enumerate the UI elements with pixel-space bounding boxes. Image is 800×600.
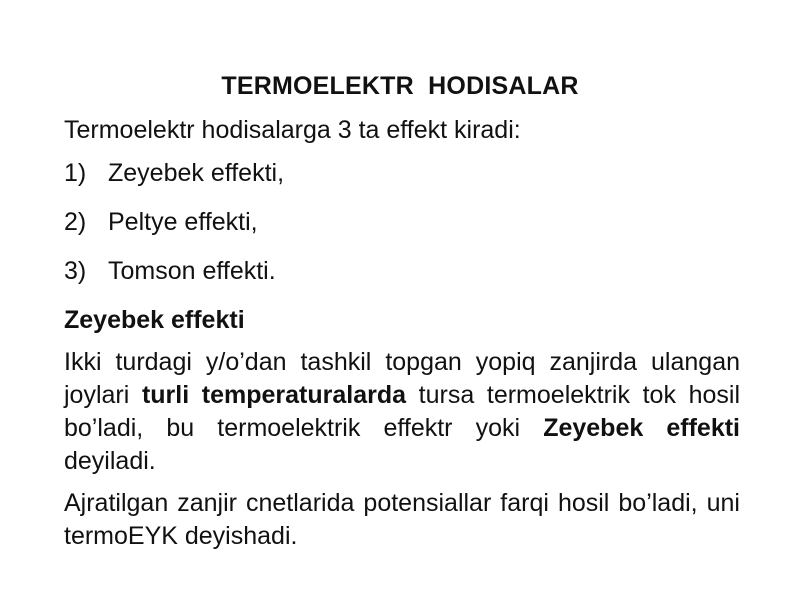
paragraph-1 (64, 346, 740, 478)
section-heading: Zeyebek effekti (64, 306, 245, 334)
list-item-text: Tomson effekti. (108, 257, 276, 285)
list-number: 2) (64, 208, 87, 236)
paragraph-1-text-b: tursa termoelektrik tok hosil bo’ladi, bu termoelektrik effektr yoki (64, 381, 741, 442)
paragraph-1-text-c: deyiladi. (64, 447, 156, 475)
intro-text: Termoelektr hodisalarga 3 ta effekt kiradi: (64, 116, 521, 144)
effects-list (64, 157, 740, 288)
list-number: 3) (64, 257, 87, 285)
slide-title: TERMOELEKTR HODISALAR (221, 72, 579, 100)
list-item-text: Zeyebek effekti, (108, 159, 285, 187)
paragraph-1-text-a: Ikki turdagi y/o’dan tashkil topgan yopiq zanjirda ulangan joylari (64, 348, 740, 409)
list-item-text: Peltye effekti, (108, 208, 258, 236)
list-item (64, 255, 740, 288)
list-number: 1) (64, 159, 87, 187)
list-item (64, 206, 740, 239)
paragraph-1-bold-a: turli temperaturalarda (141, 381, 407, 409)
list-item (64, 157, 740, 190)
paragraph-2: Ajratilgan zanjir cnetlarida potensiallar farqi hosil bo’ladi, uni termoEYK deyishadi. (64, 489, 740, 550)
paragraph-1-bold-b: Zeyebek effekti (543, 414, 740, 442)
slide-content (64, 114, 740, 562)
